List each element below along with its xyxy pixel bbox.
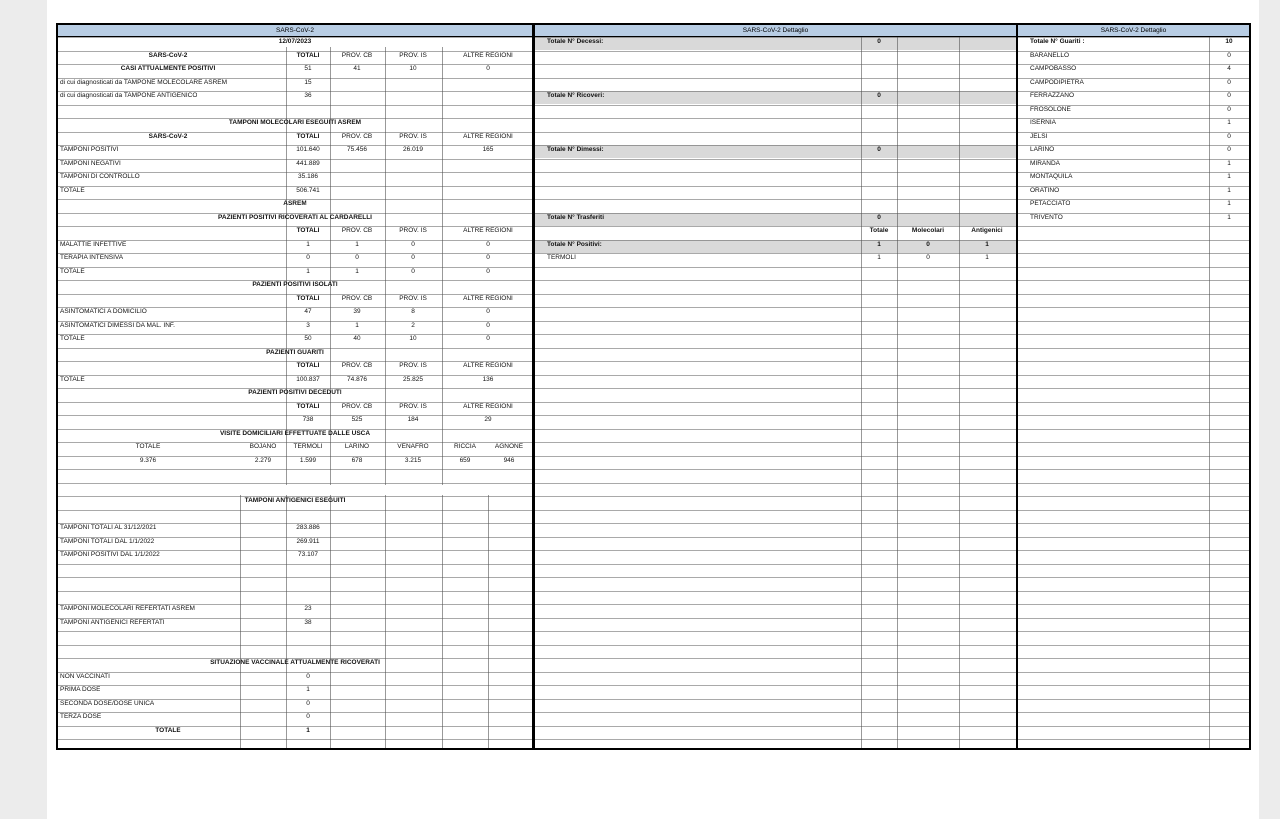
positivi-label: Totale N° Positivi: bbox=[547, 240, 602, 248]
antigenici-row-value: 283.886 bbox=[296, 524, 320, 531]
tamponi-mol-row-label: TAMPONI DI CONTROLLO bbox=[60, 173, 140, 180]
town-value: 0 bbox=[1227, 146, 1231, 153]
casi-row-value: 15 bbox=[304, 78, 312, 86]
deceduti-value: 184 bbox=[407, 416, 419, 423]
vaccinale-row-label: SECONDA DOSE/DOSE UNICA bbox=[60, 699, 155, 707]
tamponi-mol-value: 101.640 bbox=[296, 146, 320, 153]
town-label: JELSI bbox=[1030, 132, 1048, 140]
tamponi-mol-value: 26.019 bbox=[403, 146, 423, 153]
isolati-value: 50 bbox=[304, 335, 312, 342]
ricoverati-value: 0 bbox=[486, 254, 490, 261]
isolati-row-label: TOTALE bbox=[60, 335, 85, 342]
tamponi-mol-value: 506.741 bbox=[296, 186, 320, 194]
town-value: 1 bbox=[1227, 213, 1231, 221]
antigenici-row-label: TAMPONI TOTALI DAL 1/1/2022 bbox=[60, 537, 155, 545]
tamponi-mol-header: TOTALI bbox=[296, 132, 320, 140]
deceduti-header: PROV. CB bbox=[341, 402, 373, 410]
dimessi-value: 0 bbox=[877, 146, 881, 153]
casi-row-value: 36 bbox=[304, 92, 312, 99]
visite-header: LARINO bbox=[344, 443, 370, 450]
isolati-header: PROV. IS bbox=[399, 294, 427, 302]
detail-table-gridlines bbox=[535, 25, 1016, 748]
casi-value: 0 bbox=[486, 65, 490, 72]
deceduti-header: ALTRE REGIONI bbox=[463, 402, 513, 410]
detail-table-title: SARS-CoV-2 Dettaglio bbox=[535, 25, 1016, 37]
ricoverati-value: 1 bbox=[355, 240, 359, 248]
vaccinale-total-label: TOTALE bbox=[155, 726, 181, 734]
ricoverati-value: 1 bbox=[306, 267, 310, 275]
visite-value: 9.376 bbox=[139, 456, 157, 464]
ricoverati-title: PAZIENTI POSITIVI RICOVERATI AL CARDARELLI bbox=[218, 213, 372, 221]
tamponi-mol-header: ALTRE REGIONI bbox=[463, 132, 513, 140]
isolati-row-label: ASINTOMATICI DIMESSI DA MAL. INF. bbox=[60, 321, 175, 329]
antigenici-row-label: TAMPONI TOTALI AL 31/12/2021 bbox=[60, 524, 157, 531]
ricoverati-row-label: TOTALE bbox=[60, 267, 85, 275]
ricoverati-header: PROV. CB bbox=[341, 227, 373, 234]
refertati-row-label: TAMPONI MOLECOLARI REFERTATI ASREM bbox=[60, 605, 195, 612]
deceduti-title: PAZIENTI POSITIVI DECEDUTI bbox=[248, 389, 342, 396]
isolati-header: TOTALI bbox=[296, 294, 320, 302]
town-value: 0 bbox=[1227, 78, 1231, 86]
casi-row-label: di cui diagnosticati da TAMPONE ANTIGENICO bbox=[60, 92, 198, 99]
ricoverati-header: TOTALI bbox=[296, 227, 320, 234]
vaccinale-row-label: NON VACCINATI bbox=[60, 672, 110, 680]
ricoverati-row-label: MALATTIE INFETTIVE bbox=[60, 240, 127, 248]
deceduti-header: TOTALI bbox=[296, 402, 320, 410]
detail-table-panel bbox=[533, 23, 1018, 750]
town-label: ORATINO bbox=[1030, 186, 1060, 194]
town-label: BARANELLO bbox=[1030, 51, 1070, 59]
antigenici-row-label: TAMPONI POSITIVI DAL 1/1/2022 bbox=[60, 551, 160, 558]
visite-value: 1.599 bbox=[299, 456, 317, 464]
town-value: 1 bbox=[1227, 173, 1231, 180]
trasferiti-label: Totale N° Trasferiti bbox=[547, 213, 605, 221]
summary-table-panel bbox=[56, 23, 534, 750]
guariti-header: TOTALI bbox=[296, 362, 320, 369]
town-value: 1 bbox=[1227, 186, 1231, 194]
town-label: CAMPODIPIETRA bbox=[1030, 78, 1084, 86]
visite-value: 2.279 bbox=[254, 456, 272, 464]
vaccinale-title: SITUAZIONE VACCINALE ATTUALMENTE RICOVERATI bbox=[210, 659, 380, 666]
ricoverati-value: 1 bbox=[306, 240, 310, 248]
vaccinale-row-value: 0 bbox=[306, 713, 310, 720]
asrem-label: ASREM bbox=[283, 200, 307, 207]
positivi-header: Antigenici bbox=[971, 227, 1003, 234]
tamponi-mol-title: TAMPONI MOLECOLARI ESEGUITI ASREM bbox=[228, 119, 362, 126]
town-label: FERRAZZANO bbox=[1030, 92, 1075, 99]
recovered-detail-title: SARS-CoV-2 Dettaglio bbox=[1018, 25, 1249, 37]
guariti-title: PAZIENTI GUARITI bbox=[266, 348, 324, 356]
recovered-detail-panel bbox=[1016, 23, 1251, 750]
casi-value: 10 bbox=[409, 65, 417, 72]
visite-value: 946 bbox=[503, 456, 515, 464]
vaccinale-row-label: TERZA DOSE bbox=[60, 713, 102, 720]
casi-value: 41 bbox=[353, 65, 361, 72]
town-value: 1 bbox=[1227, 119, 1231, 126]
town-label: LARINO bbox=[1030, 146, 1055, 153]
town-value: 0 bbox=[1227, 105, 1231, 113]
town-value: 1 bbox=[1227, 159, 1231, 167]
isolati-value: 47 bbox=[304, 308, 312, 315]
ricoveri-value: 0 bbox=[877, 92, 881, 99]
antigenici-row-value: 269.911 bbox=[296, 537, 320, 545]
vaccinale-row-value: 0 bbox=[306, 672, 310, 680]
tamponi-mol-value: 165 bbox=[482, 146, 494, 153]
ricoverati-value: 0 bbox=[355, 254, 359, 261]
total-row-shading bbox=[535, 145, 1016, 158]
positivi-value: 0 bbox=[926, 240, 930, 248]
guariti-total-value: 10 bbox=[1225, 38, 1233, 45]
guariti-value: 74.876 bbox=[347, 375, 367, 383]
isolati-value: 0 bbox=[486, 321, 490, 329]
decessi-value: 0 bbox=[877, 38, 881, 45]
isolati-value: 2 bbox=[411, 321, 415, 329]
dimessi-label: Totale N° Dimessi: bbox=[547, 146, 604, 153]
visite-header: RICCIA bbox=[453, 443, 477, 450]
isolati-header: ALTRE REGIONI bbox=[463, 294, 513, 302]
positivi-value: 1 bbox=[877, 240, 881, 248]
isolati-title: PAZIENTI POSITIVI ISOLATI bbox=[252, 281, 338, 288]
town-label: TRIVENTO bbox=[1030, 213, 1063, 221]
isolati-value: 39 bbox=[353, 308, 361, 315]
casi-row-label: di cui diagnosticati da TAMPONE MOLECOLARE ASREM bbox=[60, 78, 228, 86]
ricoverati-value: 0 bbox=[411, 254, 415, 261]
town-value: 0 bbox=[1227, 51, 1231, 59]
visite-value: 678 bbox=[351, 456, 363, 464]
summary-table-gridlines bbox=[58, 25, 532, 748]
town-value: 0 bbox=[1227, 92, 1231, 99]
positivi-value: 1 bbox=[985, 240, 989, 248]
guariti-value: 136 bbox=[482, 375, 494, 383]
casi-header: PROV. CB bbox=[341, 51, 373, 59]
ricoverati-value: 0 bbox=[411, 267, 415, 275]
vaccinale-row-value: 0 bbox=[306, 699, 310, 707]
casi-header: TOTALI bbox=[296, 51, 320, 59]
trasferiti-value: 0 bbox=[877, 213, 881, 221]
vaccinale-row-value: 1 bbox=[306, 686, 310, 693]
deceduti-value: 738 bbox=[302, 416, 314, 423]
town-label: FROSOLONE bbox=[1030, 105, 1071, 113]
guariti-header: PROV. CB bbox=[341, 362, 373, 369]
refertati-row-label: TAMPONI ANTIGENICI REFERTATI bbox=[60, 618, 165, 626]
tamponi-mol-value: 75.456 bbox=[347, 146, 367, 153]
total-row-shading bbox=[535, 91, 1016, 104]
vaccinale-total-value: 1 bbox=[306, 726, 310, 734]
tamponi-mol-value: 441.889 bbox=[296, 159, 320, 167]
termoli-label: TERMOLI bbox=[547, 254, 576, 261]
visite-title: VISITE DOMICILIARI EFFETTUATE DALLE USCA bbox=[219, 429, 371, 437]
isolati-value: 1 bbox=[355, 321, 359, 329]
tamponi-mol-row-label: TAMPONI POSITIVI bbox=[60, 146, 119, 153]
guariti-total-label: Totale N° Guariti : bbox=[1030, 38, 1085, 45]
guariti-header: ALTRE REGIONI bbox=[463, 362, 513, 369]
decessi-label: Totale N° Decessi: bbox=[547, 38, 604, 45]
town-value: 1 bbox=[1227, 200, 1231, 207]
guariti-header: PROV. IS bbox=[399, 362, 427, 369]
total-row-shading bbox=[535, 213, 1016, 226]
casi-header: ALTRE REGIONI bbox=[463, 51, 513, 59]
ricoverati-header: PROV. IS bbox=[399, 227, 427, 234]
deceduti-header: PROV. IS bbox=[399, 402, 427, 410]
antigenici-title: TAMPONI ANTIGENICI ESEGUITI bbox=[244, 497, 346, 504]
tamponi-mol-header: PROV. CB bbox=[341, 132, 373, 140]
ricoveri-label: Totale N° Ricoveri: bbox=[547, 92, 605, 99]
isolati-value: 0 bbox=[486, 308, 490, 315]
town-value: 0 bbox=[1227, 132, 1231, 140]
report-date: 12/07/2023 bbox=[278, 38, 312, 45]
casi-section-title: CASI ATTUALMENTE POSITIVI bbox=[120, 65, 216, 72]
termoli-value: 1 bbox=[877, 254, 881, 261]
town-label: ISERNIA bbox=[1030, 119, 1057, 126]
visite-value: 659 bbox=[459, 456, 471, 464]
town-label: MONTAQUILA bbox=[1030, 173, 1073, 180]
casi-header: PROV. IS bbox=[399, 51, 427, 59]
refertati-row-value: 23 bbox=[304, 605, 312, 612]
ricoverati-value: 0 bbox=[486, 240, 490, 248]
isolati-value: 40 bbox=[353, 335, 361, 342]
casi-col-label: SARS-CoV-2 bbox=[148, 51, 188, 59]
vaccinale-row-label: PRIMA DOSE bbox=[60, 686, 101, 693]
positivi-header: Totale bbox=[869, 227, 889, 234]
deceduti-value: 525 bbox=[351, 416, 363, 423]
guariti-value: 100.837 bbox=[296, 375, 320, 383]
tamponi-mol-row-label: TOTALE bbox=[60, 186, 85, 194]
recovered-detail-gridlines bbox=[1018, 25, 1249, 748]
guariti-value: 25.825 bbox=[403, 375, 423, 383]
tamponi-mol-header: PROV. IS bbox=[399, 132, 427, 140]
town-label: CAMPOBASSO bbox=[1030, 65, 1077, 72]
isolati-value: 0 bbox=[486, 335, 490, 342]
visite-header: AGNONE bbox=[494, 443, 524, 450]
visite-header: VENAFRO bbox=[397, 443, 429, 450]
casi-value: 51 bbox=[304, 65, 312, 72]
tamponi-mol-col-label: SARS-CoV-2 bbox=[148, 132, 188, 140]
visite-header: TOTALE bbox=[135, 443, 161, 450]
total-row-shading bbox=[535, 240, 1016, 253]
termoli-value: 0 bbox=[926, 254, 930, 261]
antigenici-row-value: 73.107 bbox=[298, 551, 318, 558]
town-value: 4 bbox=[1227, 65, 1231, 72]
ricoverati-header: ALTRE REGIONI bbox=[463, 227, 513, 234]
isolati-value: 8 bbox=[411, 308, 415, 315]
deceduti-value: 29 bbox=[484, 416, 492, 423]
tamponi-mol-row-label: TAMPONI NEGATIVI bbox=[60, 159, 121, 167]
visite-header: BOJANO bbox=[249, 443, 277, 450]
town-label: MIRANDA bbox=[1030, 159, 1060, 167]
ricoverati-value: 0 bbox=[306, 254, 310, 261]
guariti-row-label: TOTALE bbox=[60, 375, 85, 383]
ricoverati-value: 0 bbox=[486, 267, 490, 275]
total-row-shading bbox=[535, 37, 1016, 50]
isolati-value: 10 bbox=[409, 335, 417, 342]
refertati-row-value: 38 bbox=[304, 618, 312, 626]
summary-table-title: SARS-CoV-2 bbox=[58, 25, 532, 37]
town-label: PETACCIATO bbox=[1030, 200, 1071, 207]
visite-header: TERMOLI bbox=[293, 443, 323, 450]
ricoverati-value: 0 bbox=[411, 240, 415, 248]
ricoverati-value: 1 bbox=[355, 267, 359, 275]
termoli-value: 1 bbox=[985, 254, 989, 261]
visite-value: 3.215 bbox=[404, 456, 422, 464]
isolati-row-label: ASINTOMATICI A DOMICILIO bbox=[60, 308, 147, 315]
ricoverati-row-label: TERAPIA INTENSIVA bbox=[60, 254, 124, 261]
isolati-header: PROV. CB bbox=[341, 294, 373, 302]
isolati-value: 3 bbox=[306, 321, 310, 329]
positivi-header: Molecolari bbox=[911, 227, 945, 234]
tamponi-mol-value: 35.186 bbox=[298, 173, 318, 180]
